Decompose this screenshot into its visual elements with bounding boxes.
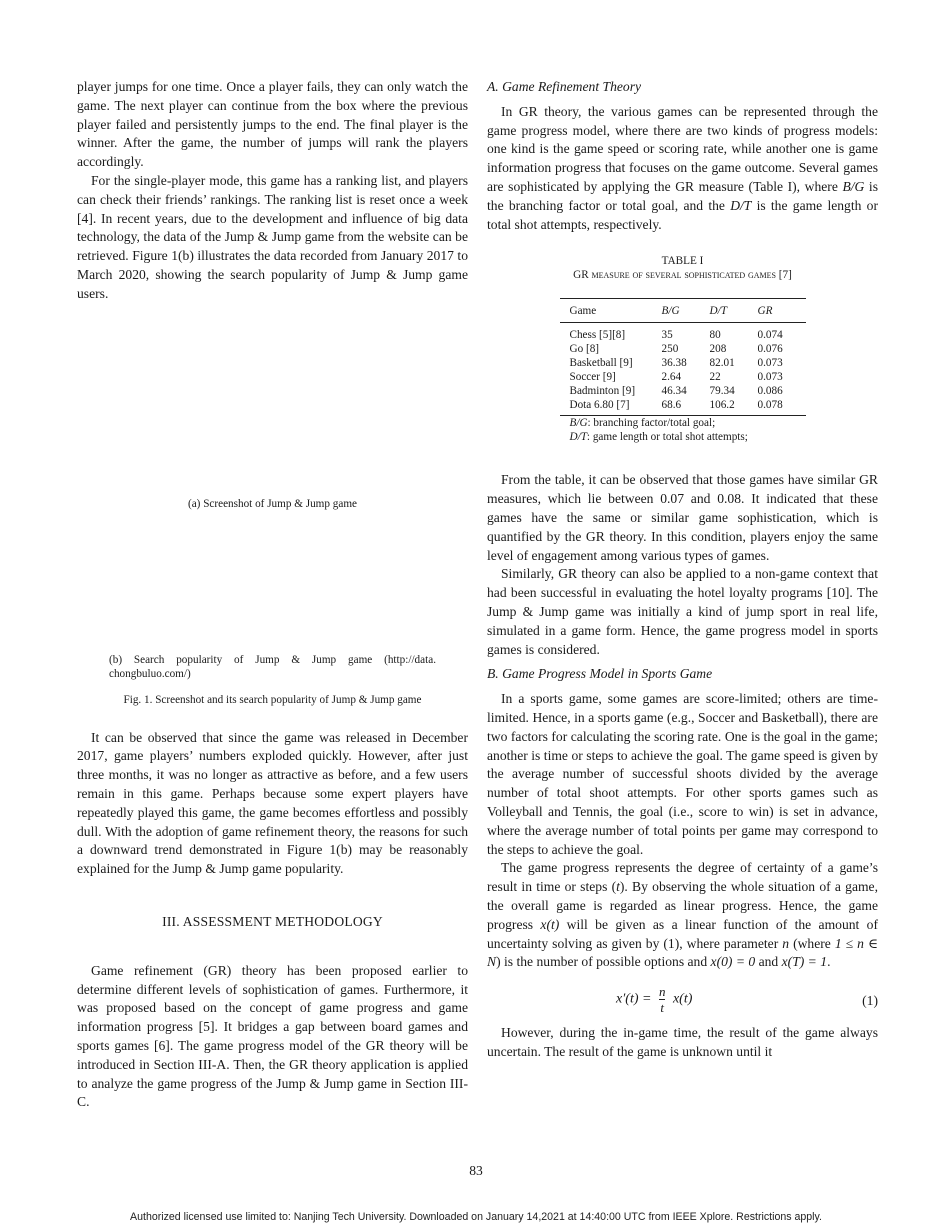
paragraph-gr-theory: Game refinement (GR) theory has been proposed earlier to determine different levels of sophistication of games. Furthermore, it was proposed based on the concept of game progress and game information progress [5]. It bridges a gap between board games and sports games [6]. The game progress model of the GR theory will be introduced in Section III-A. Then, the GR theory application is applied to analyze the game progress of the Jump & Jump game in Section III-C.	[77, 962, 468, 1110]
gr-measure-table	[560, 298, 806, 444]
table-header-cell: D/T	[710, 299, 758, 323]
figure-1	[77, 304, 468, 707]
page-number: 83	[469, 1163, 483, 1178]
equation-number: (1)	[862, 993, 878, 1009]
table-row	[560, 398, 806, 416]
section-heading: III. ASSESSMENT METHODOLOGY	[162, 913, 383, 929]
table-cell: 0.086	[757, 385, 783, 398]
paragraph-observed: It can be observed that since the game was released in December 2017, game players’ numbers exploded quickly. However, after just three months, it was no longer as attractive as before, and a few users remain in this game. Perhaps because some expert players have repeatedly played this game, the game becomes effortless and possibly dull. With the adoption of game refinement theory, the reasons for such a downward trend demonstrated in Figure 1(b) may be reasonably explained for the Jump & Jump game popularity.	[77, 729, 468, 877]
paragraph-sports: In a sports game, some games are score-limited; others are time-limited. Hence, in a sports game (e.g., Soccer and Basketball), there are two factors for calculating the scoring rate. One is the goal in the game; another is time or steps to achieve the goal. The game speed is given by the average number of successful shoots divided by the average number of total shoot attempts. For other sports games such as Volleyball and Tennis, the goal (i.e., score to win) is set in advance, where the average number of total points per game may correspond to the steps to achieve the goal.	[487, 691, 878, 857]
table-cell: 22	[709, 371, 721, 384]
equation-1	[487, 978, 878, 1020]
equation-rhs: x(t)	[672, 991, 693, 1007]
table-cell: Basketball [9]	[569, 357, 633, 370]
table-cell: Chess [5][8]	[569, 329, 626, 342]
subsection-a-heading: A. Game Refinement Theory	[487, 79, 642, 94]
figure-1a-caption: (a) Screenshot of Jump & Jump game	[187, 497, 358, 510]
license-footer: Authorized licensed use limited to: Nanjing Tech University. Downloaded on January 14,2021 at 14:40:00 UTC from IEEE Xplore. Restrictions apply.	[130, 1211, 822, 1223]
table-cell: 68.6	[662, 398, 710, 416]
table-label: TABLE I	[661, 255, 704, 268]
paragraph-game-progress: The game progress represents the degree of certainty of a game’s result in time or steps (t). By observing the whole situation of a game, the overall game is regarded as linear progress. Hence, the game progress x(t) will be given as a linear function of the amount of uncertainty solving as given by (1), where parameter n (where 1 ≤ n ∈ N) is the number of possible options and x(0) = 0 and x(T) = 1.	[487, 860, 879, 970]
table-cell: 0.074	[757, 329, 783, 342]
table-cell: Badminton [9]	[569, 385, 636, 398]
equation-fraction: $\frac{n}{t}$	[658, 984, 666, 1016]
table-cell: 46.34	[661, 385, 687, 398]
paragraph-ranking: For the single-player mode, this game has a ranking list, and players can check their friends’ rankings. The ranking list is reset once a week [4]. In recent years, due to the development and influence of big data technology, the data of the Jump & Jump game from the website can be retrieved. Figure 1(b) illustrates the data recorded from January 2017 to March 2020, showing the search popularity of Jump & Jump game users.	[77, 172, 468, 301]
table-cell: 208	[709, 343, 727, 356]
table-row	[560, 370, 806, 384]
table-cell: 0.076	[757, 343, 783, 356]
table-row	[560, 356, 806, 370]
figure-1-caption: Fig. 1. Screenshot and its search popularity of Jump & Jump game	[123, 693, 422, 706]
table-header-cell: Game	[560, 299, 662, 323]
figure-1b-image-area	[77, 511, 468, 653]
table-row	[560, 342, 806, 356]
paragraph-gr-theory-intro: In GR theory, the various games can be represented through the game progress model, where there are two kinds of progress models: one kind is the game speed or scoring rate, while another one is game information progress that focuses on the game outcome. Several games are sophisticated by applying the GR measure (Table I), where B/G is the branching factor or total goal, and the D/T is the game length or total shot attempts, respectively.	[487, 103, 879, 232]
table-note: D/T: game length or total shot attempts;	[569, 431, 748, 444]
figure-1a-image-area	[77, 304, 468, 497]
table-cell: 2.64	[661, 371, 682, 384]
table-cell: 36.38	[661, 357, 687, 370]
table-cell: 79.34	[709, 385, 735, 398]
paragraph-intro: player jumps for one time. Once a player fails, they can only watch the game. The next player can continue from the box where the previous player failed and persistently jumps to the end. The final player is the winner. After the game, the number of jumps will rank the players accordingly.	[77, 79, 468, 170]
equation-lhs: x′(t) =	[616, 991, 652, 1007]
table-header-cell: GR	[758, 299, 806, 323]
table-cell: Dota 6.80 [7]	[560, 398, 662, 416]
table-cell: 250	[661, 343, 679, 356]
table-cell: Go [8]	[569, 343, 600, 356]
paragraph-however: However, during the in-game time, the result of the game always uncertain. The result of the game is unknown until it	[487, 1025, 878, 1059]
table-header-cell: B/G	[662, 299, 710, 323]
table-caption: GR measure of several sophisticated games [7]	[573, 269, 792, 282]
left-column	[77, 78, 468, 1112]
table-1-title	[487, 254, 878, 282]
subsection-b-heading: B. Game Progress Model in Sports Game	[487, 666, 713, 682]
paragraph-hotel: Similarly, GR theory can also be applied to a non-game context that had been successful in evaluating the hotel loyalty programs [10]. The Jump & Jump game was initially a kind of jump sport in real life, simulated in a game form. Hence, the game progress model in sports games is considered.	[487, 566, 878, 657]
table-cell: 80	[709, 329, 721, 342]
table-row	[560, 323, 806, 343]
table-cell: Soccer [9]	[569, 371, 616, 384]
table-cell: 82.01	[709, 357, 735, 370]
paragraph-table-observation: From the table, it can be observed that those games have similar GR measures, which lie between 0.07 and 0.08. It indicated that these games have the same or similar game sophistication, which is quantified by the GR theory. In this condition, players enjoy the same level of engagement among various types of games.	[487, 472, 878, 563]
right-column	[487, 78, 878, 1062]
table-cell: 35	[661, 329, 673, 342]
table-note: B/G: branching factor/total goal;	[569, 417, 716, 430]
table-header-row	[560, 299, 806, 323]
table-row	[560, 384, 806, 398]
figure-1b-caption: (b) Search popularity of Jump & Jump game (http://data. chongbuluo.com/)	[109, 653, 436, 680]
table-cell: 0.073	[757, 371, 783, 384]
table-cell: 0.078	[758, 398, 806, 416]
table-cell: 0.073	[757, 357, 783, 370]
table-cell: 106.2	[710, 398, 758, 416]
